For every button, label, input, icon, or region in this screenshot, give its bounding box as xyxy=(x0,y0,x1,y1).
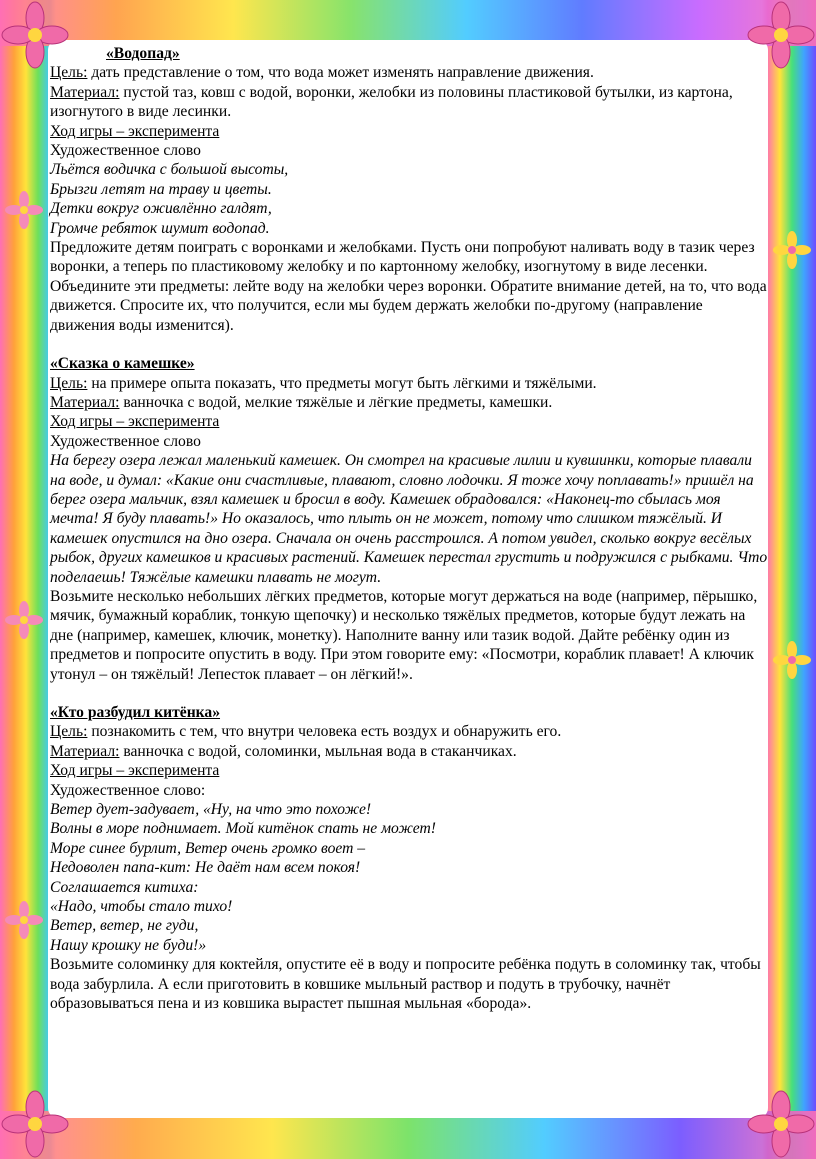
flower-icon xyxy=(4,600,44,640)
poem-line: Недоволен папа-кит: Не даёт нам всем покоя! xyxy=(50,859,361,877)
poem-line: Нашу крошку не буди!» xyxy=(50,936,207,954)
material-text: пустой таз, ковш с водой, воронки, желобки из половины пластиковой бутылки, из картона, изогнутого в виде лесинки. xyxy=(50,83,733,121)
poem-line: «Надо, чтобы стало тихо! xyxy=(50,898,233,916)
poem-line: Соглашается китиха: xyxy=(50,878,199,896)
frame-bottom-strip xyxy=(0,1111,816,1159)
poem-line: Волны в море поднимает. Мой китёнок спать не может! xyxy=(50,820,436,838)
section-body: Возьмите соломинку для коктейля, опустите её в воду и попросите ребёнка подуть в соломинку так, чтобы вода забурлила. А если приготовить в ковшике мыльный раствор и подуть в трубочку, начнёт образовываться пена и из ковшика вырастет пышная мыльная «борода». xyxy=(50,956,761,1013)
procedure-label: Ход игры – эксперимента xyxy=(50,762,220,780)
procedure-label: Ход игры – эксперимента xyxy=(50,122,220,140)
section-title: «Водопад» xyxy=(106,45,180,62)
art-word-label: Художественное слово xyxy=(50,432,201,450)
poem-line: Громче ребяток шумит водопад. xyxy=(50,219,270,237)
section-body: Предложите детям поиграть с воронками и желобками. Пусть они попробуют наливать воду в тазик через воронки, а теперь по пластиковому желобку и по картонному желобку, изогнутому в виде лесенки. Объедините эти предметы: лейте воду на желобки через воронки. Обратите внимание детей, на то, что вода движется. Спросите их, что получится, если мы будем держать желобки по-другому (направление движения воды изменится). xyxy=(50,239,767,334)
poem-line: Ветер, ветер, не гуди, xyxy=(50,917,199,935)
goal-label: Цель: xyxy=(50,374,88,392)
goal-line xyxy=(50,722,770,741)
section-title: «Сказка о камешке» xyxy=(50,355,195,373)
material-line xyxy=(50,742,770,761)
material-text: ванночка с водой, мелкие тяжёлые и лёгкие предметы, камешки. xyxy=(119,393,553,411)
material-label: Материал: xyxy=(50,742,120,760)
document-body xyxy=(50,44,770,1014)
goal-label: Цель: xyxy=(50,64,88,82)
art-word-label: Художественное слово: xyxy=(50,781,206,799)
material-text: ванночка с водой, соломинки, мыльная вода в стаканчиках. xyxy=(119,742,517,760)
goal-text: познакомить с тем, что внутри человека есть воздух и обнаружить его. xyxy=(87,723,562,741)
flower-icon xyxy=(772,640,812,680)
poem-line: Льётся водичка с большой высоты, xyxy=(50,161,289,179)
goal-text: на примере опыта показать, что предметы могут быть лёгкими и тяжёлыми. xyxy=(87,374,597,392)
flower-icon xyxy=(772,230,812,270)
poem-line: Детки вокруг оживлённо галдят, xyxy=(50,200,272,218)
flower-icon xyxy=(0,1089,70,1159)
poem-line: Ветер дует-задувает, «Ну, на что это похоже! xyxy=(50,801,372,819)
flower-icon xyxy=(4,900,44,940)
goal-text: дать представление о том, что вода может изменять направление движения. xyxy=(87,64,594,82)
material-line xyxy=(50,393,770,412)
material-label: Материал: xyxy=(50,393,120,411)
poem-line: Море синее бурлит, Ветер очень громко воет – xyxy=(50,839,366,857)
flower-icon xyxy=(4,190,44,230)
material-line xyxy=(50,83,770,122)
goal-label: Цель: xyxy=(50,723,88,741)
art-word-label: Художественное слово xyxy=(50,142,201,160)
procedure-label: Ход игры – эксперимента xyxy=(50,413,220,431)
story-text: На берегу озера лежал маленький камешек. Он смотрел на красивые лилии и кувшинки, которые плавали на воде, и думал: «Какие они счастливые, плавают, словно лодочки. Я тоже хочу поплавать!» пришёл на берег озера мальчик, взял камешек и бросил в воду. Камешек обрадовался: «Наконец-то сбылась моя мечта! Я буду плавать!» Но оказалось, что плыть он не может, потому что слишком тяжёлый. И камешек опустился на дно озера. Сначала он очень расстроился. А потом увидел, сколько вокруг весёлых рыбок, других камешков и красивых растений. Камешек перестал грустить и подружился с рыбками. Что поделаешь! Тяжёлые камешки плавать не могут. xyxy=(50,452,768,586)
section-body: Возьмите несколько небольших лёгких предметов, которые могут держаться на воде (например, пёрышко, мячик, бумажный кораблик, тонкую щепочку) и несколько тяжёлых предметов, которые будут лежать на дне (например, камешек, ключик, монетку). Наполните ванну или тазик водой. Дайте ребёнку один из предметов и попросите опустить в воду. При этом говорите ему: «Посмотри, кораблик плавает! А ключик утонул – он тяжёлый! Лепесток плавает – он лёгкий!». xyxy=(50,587,758,683)
flower-icon xyxy=(746,1089,816,1159)
poem-line: Брызги летят на траву и цветы. xyxy=(50,180,272,198)
section-title: «Кто разбудил китёнка» xyxy=(50,704,221,721)
goal-line xyxy=(50,63,770,82)
material-label: Материал: xyxy=(50,83,120,101)
goal-line xyxy=(50,374,770,393)
